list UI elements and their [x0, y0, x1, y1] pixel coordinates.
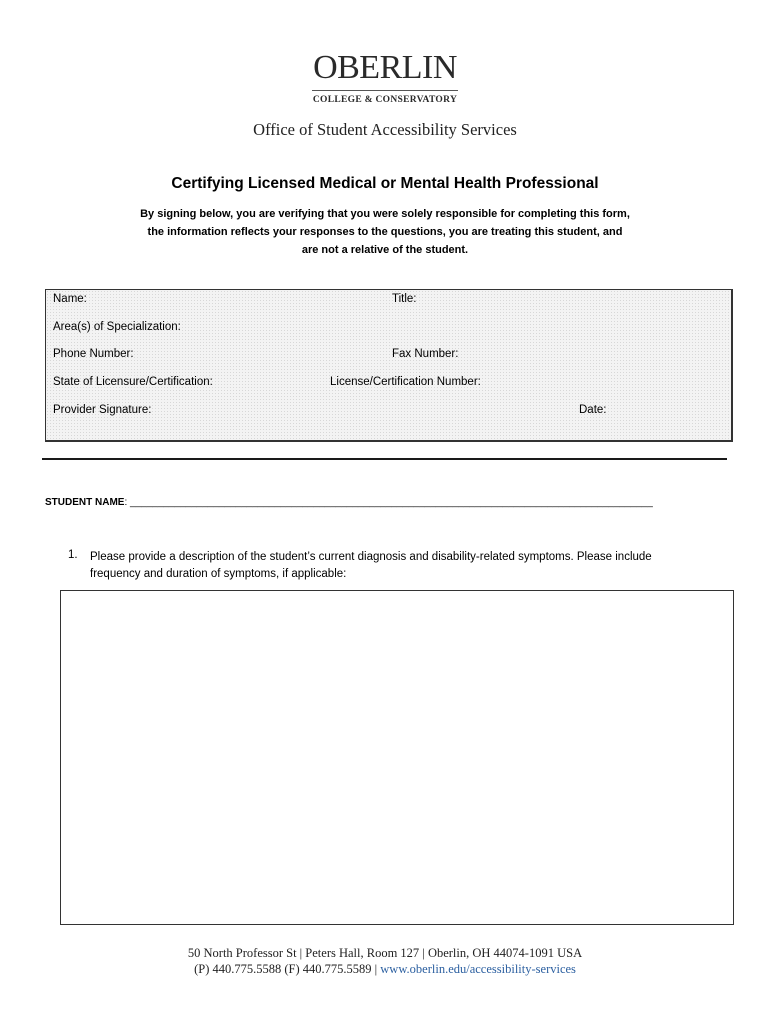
office-title: Office of Student Accessibility Services [253, 120, 517, 139]
intro-line: are not a relative of the student. [301, 244, 469, 256]
provider-signature-field-label[interactable]: Provider Signature: [53, 404, 152, 416]
date-field-label[interactable]: Date: [579, 404, 607, 416]
oberlin-logo-subtitle: COLLEGE & CONSERVATORY [312, 95, 458, 105]
student-name-line[interactable] [45, 497, 653, 508]
question-line: frequency and duration of symptoms, if applicable: [90, 568, 347, 580]
student-name-blank[interactable]: ______________________________________________________________________________________________ [130, 497, 653, 508]
footer-phone-fax: (P) 440.775.5588 (F) 440.775.5589 | [194, 962, 381, 976]
footer-address: 50 North Professor St | Peters Hall, Room 127 | Oberlin, OH 44074-1091 USA [187, 946, 583, 960]
form-title: Certifying Licensed Medical or Mental Health Professional [171, 175, 599, 192]
footer-contact [0, 961, 770, 977]
footer [0, 945, 770, 977]
oberlin-logo-wordmark: OBERLIN [313, 49, 457, 86]
license-number-field-label[interactable]: License/Certification Number: [330, 376, 481, 388]
provider-info-box[interactable] [45, 289, 733, 442]
phone-field-label[interactable]: Phone Number: [53, 348, 134, 360]
specialization-field-label[interactable]: Area(s) of Specialization: [53, 321, 181, 333]
section-divider [42, 458, 727, 460]
question-1-answer-box[interactable] [60, 590, 734, 925]
student-name-separator: : [124, 497, 128, 508]
intro-line: By signing below, you are verifying that you were solely responsible for completing this form, [140, 208, 630, 220]
intro-text [100, 205, 670, 259]
logo-rule [312, 90, 458, 91]
intro-line: the information reflects your responses to the questions, you are treating this student, and [147, 226, 623, 238]
accessibility-services-link[interactable]: www.oberlin.edu/accessibility-services [380, 962, 576, 976]
question-number: 1. [68, 549, 78, 561]
name-field-label[interactable]: Name: [53, 293, 87, 305]
fax-field-label[interactable]: Fax Number: [392, 348, 459, 360]
title-field-label[interactable]: Title: [392, 293, 417, 305]
student-name-label: STUDENT NAME [45, 497, 125, 508]
state-licensure-field-label[interactable]: State of Licensure/Certification: [53, 376, 213, 388]
question-line: Please provide a description of the student’s current diagnosis and disability-related symptoms. Please include [90, 551, 652, 563]
question-text [90, 549, 730, 583]
